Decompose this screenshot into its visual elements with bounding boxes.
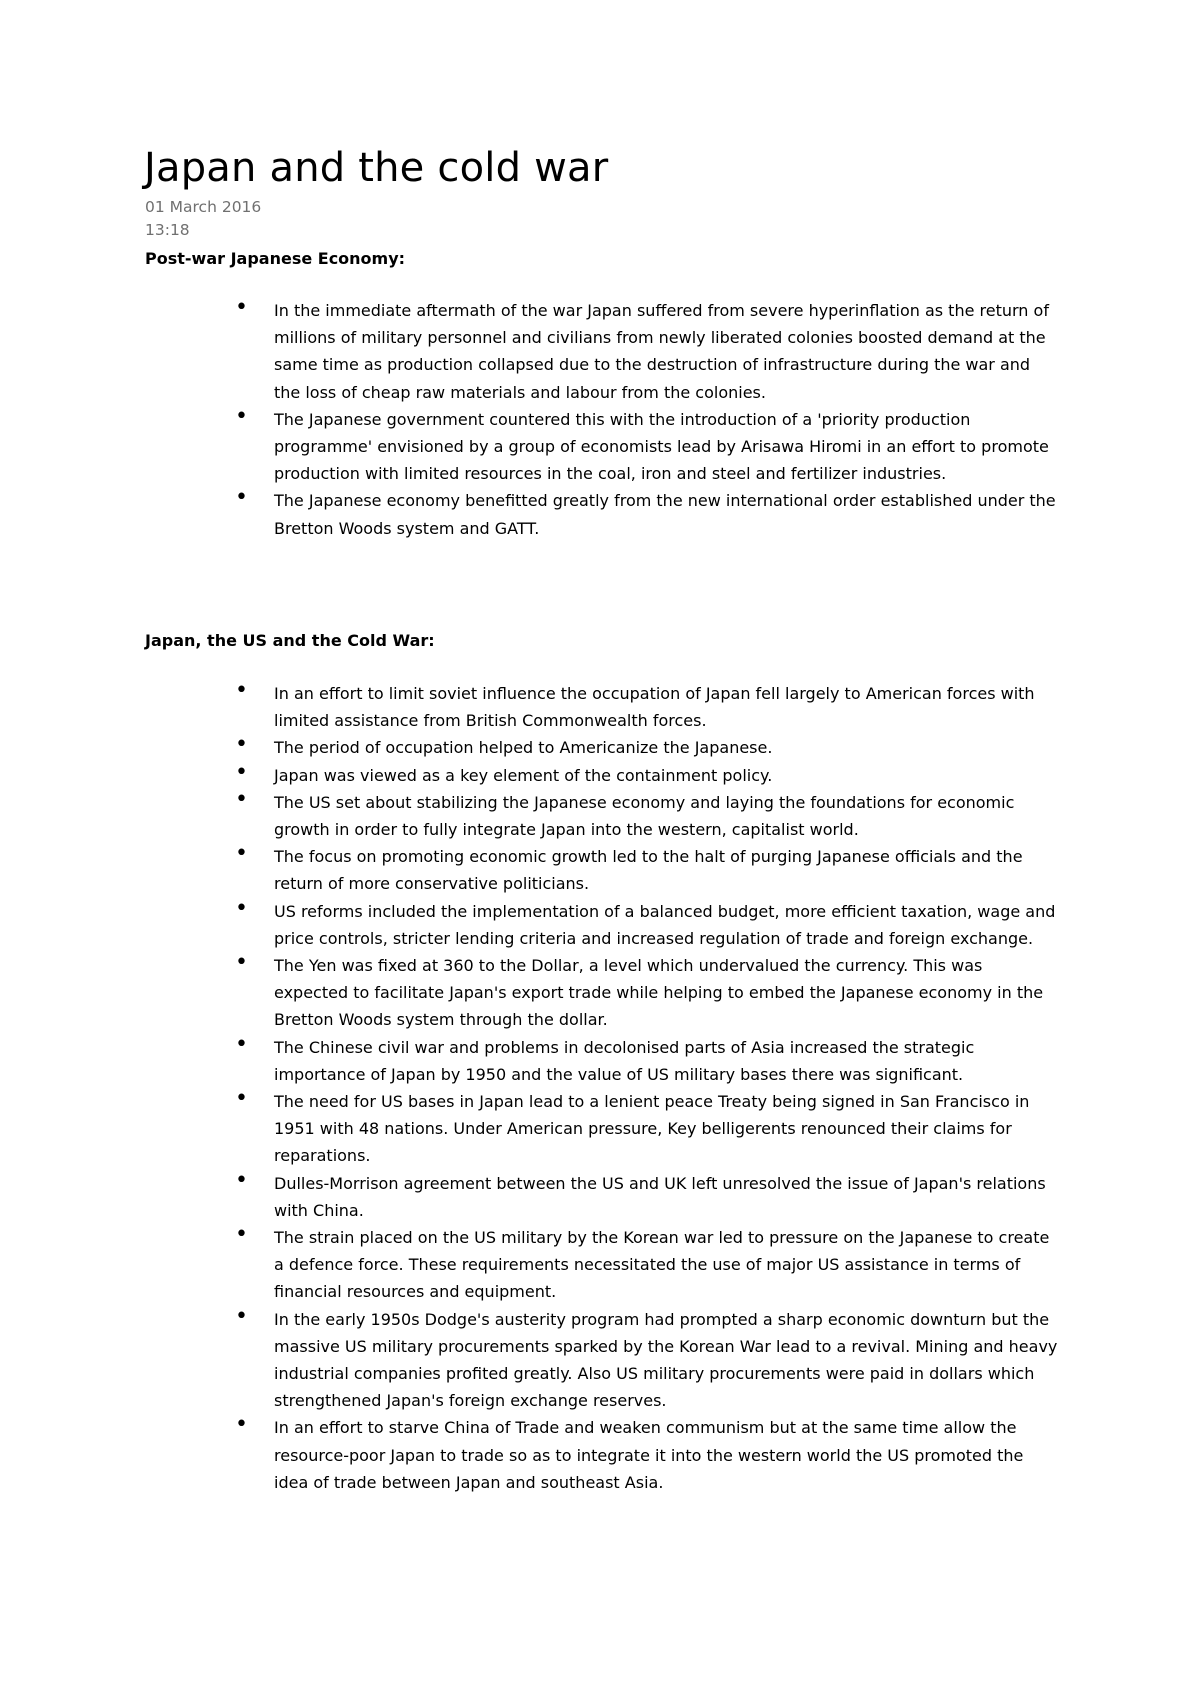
- page-title: Japan and the cold war: [144, 145, 609, 191]
- list-item: • In the immediate aftermath of the war Japan suffered from severe hyperinflation as the return of millions of military personnel and civilians from newly liberated colonies boosted demand at the same time as production collapsed due to the destruction of infrastructure during the war and the loss of cheap raw materials and labour from the colonies.: [0, 297, 1200, 406]
- list-item: • The Japanese economy benefitted greatly from the new international order established under the Bretton Woods system and GATT.: [0, 487, 1200, 541]
- note-time: 13:18: [145, 221, 190, 239]
- list-item: • In the early 1950s Dodge's austerity program had prompted a sharp economic downturn but the massive US military procurements sparked by the Korean War lead to a revival. Mining and heavy industrial companies profited greatly. Also US military procurements were paid in dollars which strengthened Japan's foreign exchange reserves.: [0, 1306, 1200, 1415]
- list-item: • US reforms included the implementation of a balanced budget, more efficient taxation, wage and price controls, stricter lending criteria and increased regulation of trade and foreign exchange.: [0, 898, 1200, 952]
- list-item: • The period of occupation helped to Americanize the Japanese.: [0, 734, 1200, 761]
- list-item: • The Japanese government countered this with the introduction of a 'priority production programme' envisioned by a group of economists lead by Arisawa Hiromi in an effort to promote production with limited resources in the coal, iron and steel and fertilizer industries.: [0, 406, 1200, 488]
- list-item: • The strain placed on the US military by the Korean war led to pressure on the Japanese to create a defence force. These requirements necessitated the use of major US assistance in terms of financial resources and equipment.: [0, 1224, 1200, 1306]
- list-item: • The Chinese civil war and problems in decolonised parts of Asia increased the strategic importance of Japan by 1950 and the value of US military bases there was significant.: [0, 1034, 1200, 1088]
- list-item: • Dulles-Morrison agreement between the US and UK left unresolved the issue of Japan's relations with China.: [0, 1170, 1200, 1224]
- note-date: 01 March 2016: [145, 198, 262, 216]
- list-item: • The US set about stabilizing the Japanese economy and laying the foundations for economic growth in order to fully integrate Japan into the western, capitalist world.: [0, 789, 1200, 843]
- list-item: • In an effort to starve China of Trade and weaken communism but at the same time allow the resource-poor Japan to trade so as to integrate it into the western world the US promoted the idea of trade between Japan and southeast Asia.: [0, 1414, 1200, 1496]
- list-item: • In an effort to limit soviet influence the occupation of Japan fell largely to American forces with limited assistance from British Commonwealth forces.: [0, 680, 1200, 734]
- section-heading-postwar-economy: Post-war Japanese Economy:: [145, 249, 406, 268]
- list-item: • The need for US bases in Japan lead to a lenient peace Treaty being signed in San Francisco in 1951 with 48 nations. Under American pressure, Key belligerents renounced their claims for reparations.: [0, 1088, 1200, 1170]
- section-heading-japan-us-cold-war: Japan, the US and the Cold War:: [145, 631, 435, 650]
- list-item: • The focus on promoting economic growth led to the halt of purging Japanese officials and the return of more conservative politicians.: [0, 843, 1200, 897]
- bullet-list-postwar-economy: [0, 297, 1200, 542]
- list-item: • Japan was viewed as a key element of the containment policy.: [0, 762, 1200, 789]
- list-item: • The Yen was fixed at 360 to the Dollar, a level which undervalued the currency. This was expected to facilitate Japan's export trade while helping to embed the Japanese economy in the Bretton Woods system through the dollar.: [0, 952, 1200, 1034]
- bullet-list-japan-us-cold-war: [0, 680, 1200, 1496]
